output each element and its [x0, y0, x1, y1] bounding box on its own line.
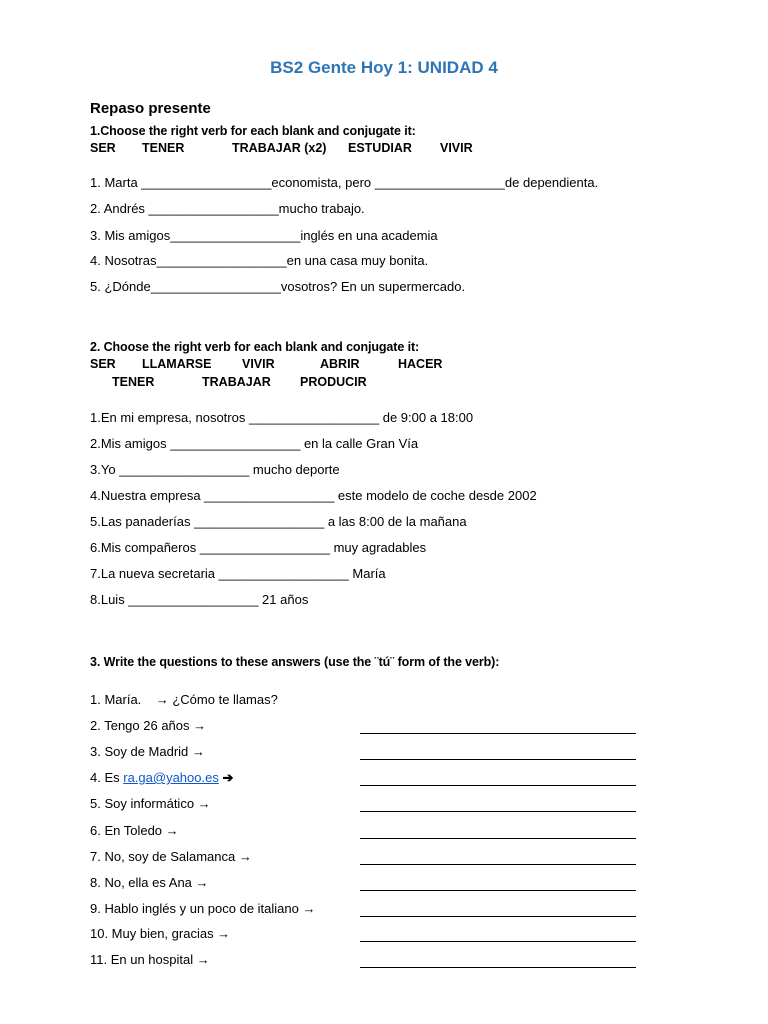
exercise-2-instruction: 2. Choose the right verb for each blank and conjugate it:: [90, 340, 420, 354]
exercise-3-instruction: 3. Write the questions to these answers (use the ¨tú¨ form of the verb):: [90, 655, 500, 669]
verb-option: LLAMARSE: [142, 357, 212, 371]
exercise-1-sentence: 1. Marta __________________economista, pero __________________de dependienta.: [90, 175, 599, 190]
page-title: BS2 Gente Hoy 1: UNIDAD 4: [270, 58, 498, 77]
exercise-3-item: 9. Hablo inglés y un poco de italiano →: [90, 901, 316, 916]
answer-line[interactable]: [360, 967, 636, 968]
exercise-3-item: 8. No, ella es Ana →: [90, 875, 209, 890]
verb-option: PRODUCIR: [300, 375, 367, 389]
answer-line[interactable]: [360, 864, 636, 865]
exercise-3-item: 5. Soy informático →: [90, 796, 211, 811]
verb-option: ESTUDIAR: [348, 141, 412, 155]
exercise-1-instruction: 1.Choose the right verb for each blank and conjugate it:: [90, 124, 416, 138]
exercise-3-item: 2. Tengo 26 años →: [90, 718, 207, 733]
verb-option: TENER: [112, 375, 155, 389]
exercise-1-sentence: 4. Nosotras__________________en una casa muy bonita.: [90, 253, 429, 268]
arrow-icon: ➔: [218, 770, 234, 785]
exercise-2-sentence: 3.Yo __________________ mucho deporte: [90, 462, 340, 477]
exercise-2-sentence: 5.Las panaderías __________________ a las 8:00 de la mañana: [90, 514, 467, 529]
verb-option: VIVIR: [242, 357, 275, 371]
section-subtitle: Repaso presente: [90, 100, 211, 117]
exercise-2-sentence: 1.En mi empresa, nosotros __________________ de 9:00 a 18:00: [90, 410, 474, 425]
answer-line[interactable]: [360, 916, 636, 917]
exercise-2-sentence: 7.La nueva secretaria __________________ María: [90, 566, 386, 581]
email-link[interactable]: ra.ga@yahoo.es: [123, 770, 219, 785]
verb-option: TRABAJAR: [202, 375, 271, 389]
verb-option: TENER: [142, 141, 185, 155]
answer-line[interactable]: [360, 838, 636, 839]
exercise-1-sentence: 2. Andrés __________________mucho trabajo.: [90, 201, 365, 216]
verb-option: HACER: [398, 357, 443, 371]
exercise-1-sentence: 3. Mis amigos__________________inglés en una academia: [90, 228, 438, 243]
exercise-3-item-text: 4. Es: [90, 770, 124, 785]
answer-line[interactable]: [360, 733, 636, 734]
verb-option: SER: [90, 141, 116, 155]
verb-option: TRABAJAR (x2): [232, 141, 327, 155]
exercise-3-item: 3. Soy de Madrid →: [90, 744, 205, 759]
answer-line[interactable]: [360, 759, 636, 760]
exercise-2-sentence: 6.Mis compañeros __________________ muy agradables: [90, 540, 427, 555]
exercise-3-item: 6. En Toledo →: [90, 823, 179, 838]
exercise-3-item: 11. En un hospital →: [90, 952, 210, 967]
answer-line[interactable]: [360, 811, 636, 812]
exercise-2-sentence: 2.Mis amigos __________________ en la calle Gran Vía: [90, 436, 419, 451]
answer-line[interactable]: [360, 941, 636, 942]
answer-line[interactable]: [360, 890, 636, 891]
verb-option: VIVIR: [440, 141, 473, 155]
exercise-2-sentence: 8.Luis __________________ 21 años: [90, 592, 309, 607]
exercise-3-example: 1. María. → ¿Cómo te llamas?: [90, 692, 278, 707]
exercise-2-sentence: 4.Nuestra empresa __________________ este modelo de coche desde 2002: [90, 488, 537, 503]
exercise-1-sentence: 5. ¿Dónde__________________vosotros? En un supermercado.: [90, 279, 466, 294]
verb-option: ABRIR: [320, 357, 360, 371]
exercise-3-item: 7. No, soy de Salamanca →: [90, 849, 252, 864]
answer-line[interactable]: [360, 785, 636, 786]
exercise-3-item: 10. Muy bien, gracias →: [90, 926, 231, 941]
verb-option: SER: [90, 357, 116, 371]
exercise-3-item: [90, 770, 233, 786]
